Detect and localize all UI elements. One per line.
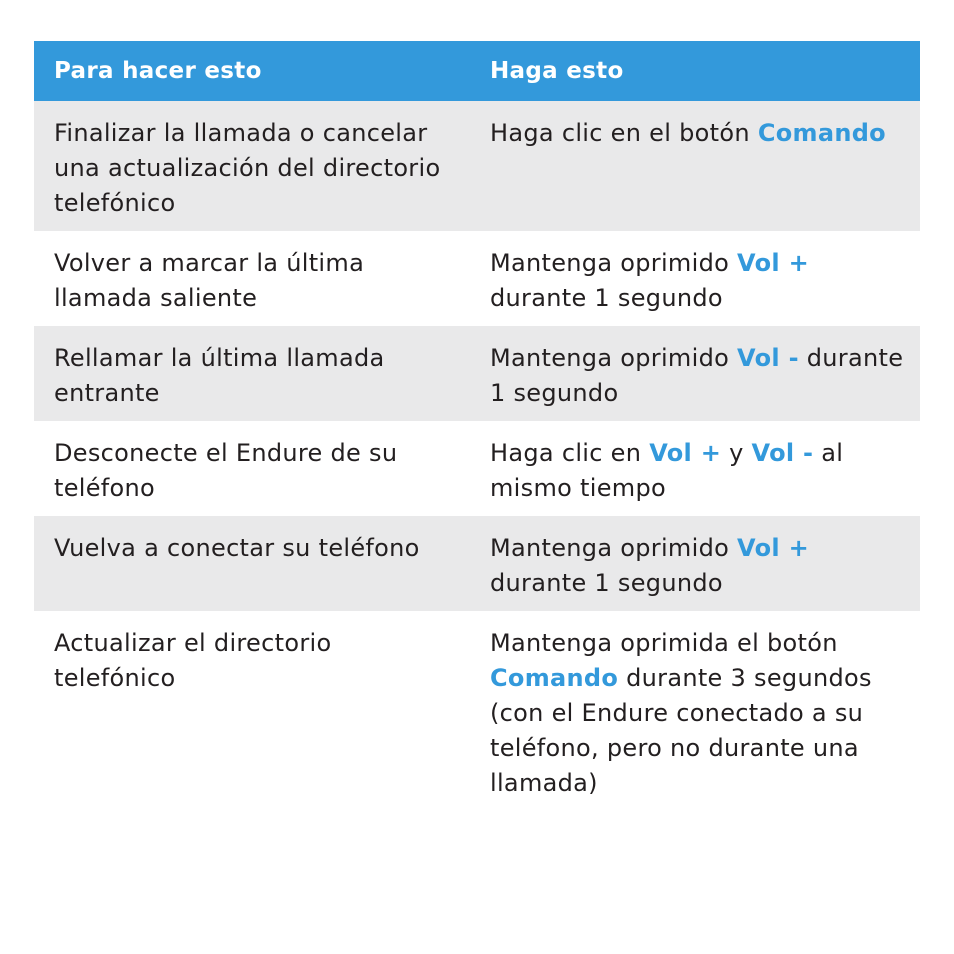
instruction-text: Mantenga oprimida el botón — [490, 629, 838, 657]
action-cell: Finalizar la llamada o cancelar una actualización del directorio telefónico — [54, 119, 441, 217]
instruction-text: Mantenga oprimido — [490, 249, 738, 277]
table-row — [34, 516, 920, 611]
instruction-text: durante 3 segundos (con el Endure conectado a su teléfono, pero no durante una llamada) — [490, 664, 872, 797]
action-cell: Desconecte el Endure de su teléfono — [54, 439, 398, 502]
keyword-vol-minus: Vol - — [751, 439, 814, 467]
instruction-cell — [470, 101, 920, 231]
table-row — [34, 231, 920, 326]
instructions-table — [34, 41, 920, 811]
instruction-cell — [470, 516, 920, 611]
keyword-vol-plus: Vol + — [737, 534, 809, 562]
table-header — [34, 41, 920, 101]
table-row — [34, 101, 920, 231]
action-cell: Actualizar el directorio telefónico — [54, 629, 332, 692]
table-row — [34, 421, 920, 516]
action-cell: Rellamar la última llamada entrante — [54, 344, 385, 407]
keyword-comando: Comando — [757, 119, 886, 147]
instruction-text: Haga clic en el botón — [490, 119, 758, 147]
instruction-text: Mantenga oprimido — [490, 534, 738, 562]
header-col-action: Para hacer esto — [54, 57, 262, 84]
instruction-text: Mantenga oprimido — [490, 344, 738, 372]
keyword-comando: Comando — [490, 664, 619, 692]
instruction-text: durante 1 segundo — [490, 344, 904, 407]
instruction-cell — [470, 611, 920, 811]
instruction-cell — [470, 326, 920, 421]
action-cell: Volver a marcar la última llamada saliente — [54, 249, 365, 312]
instruction-text: al mismo tiempo — [490, 439, 844, 502]
action-cell: Vuelva a conectar su teléfono — [54, 534, 420, 562]
instruction-text: durante 1 segundo — [490, 569, 723, 597]
table-row — [34, 326, 920, 421]
header-col-instruction: Haga esto — [490, 57, 624, 84]
keyword-vol-plus: Vol + — [737, 249, 809, 277]
instruction-text: y — [721, 439, 752, 467]
keyword-vol-minus: Vol - — [737, 344, 799, 372]
instruction-cell — [470, 231, 920, 326]
instruction-cell — [470, 421, 920, 516]
keyword-vol-plus: Vol + — [649, 439, 722, 467]
instruction-text: durante 1 segundo — [490, 284, 723, 312]
table-row — [34, 611, 920, 811]
instruction-text: Haga clic en — [490, 439, 650, 467]
